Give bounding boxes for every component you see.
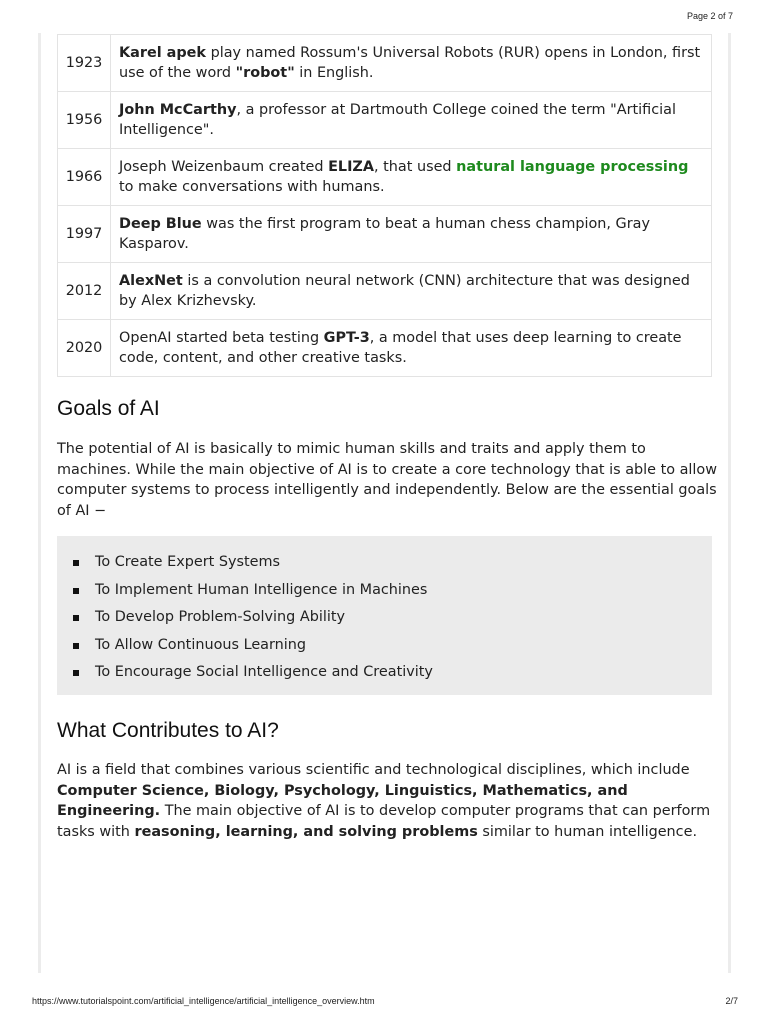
bold-term: Karel apek bbox=[119, 45, 207, 61]
bold-term: John McCarthy bbox=[119, 102, 237, 118]
text-run: is a convolution neural network (CNN) architecture that was designed by Alex Krizhevsky. bbox=[119, 273, 690, 309]
table-row bbox=[58, 149, 712, 206]
list-item: To Implement Human Intelligence in Machines bbox=[57, 577, 712, 605]
bold-term: Computer Science, Biology, Psychology, Linguistics, Mathematics, and Engineering. bbox=[57, 782, 628, 819]
text-run: Joseph Weizenbaum created bbox=[119, 159, 329, 175]
event-cell bbox=[111, 206, 712, 263]
year-cell: 1997 bbox=[58, 206, 111, 263]
ai-history-table bbox=[57, 34, 712, 377]
highlighted-term: natural language processing bbox=[456, 159, 689, 175]
list-item: To Develop Problem-Solving Ability bbox=[57, 604, 712, 632]
square-bullet-icon bbox=[73, 643, 79, 649]
list-item: To Encourage Social Intelligence and Creativity bbox=[57, 659, 712, 687]
square-bullet-icon bbox=[73, 615, 79, 621]
bold-term: ELIZA bbox=[328, 159, 374, 175]
event-cell bbox=[111, 35, 712, 92]
text-run: OpenAI started beta testing bbox=[119, 330, 324, 346]
year-cell: 2012 bbox=[58, 263, 111, 320]
text-run: similar to human intelligence. bbox=[477, 823, 698, 840]
table-row bbox=[58, 263, 712, 320]
bold-term: reasoning, learning, and solving problems bbox=[134, 823, 478, 840]
text-run: play named Rossum's Universal Robots (RUR) opens in London, first use of the word bbox=[119, 45, 701, 81]
goals-list bbox=[57, 536, 712, 687]
bold-term: "robot" bbox=[235, 65, 295, 81]
event-cell bbox=[111, 149, 712, 206]
text-run: , a model that uses deep learning to create code, content, and other creative tasks. bbox=[119, 330, 682, 366]
year-cell: 1966 bbox=[58, 149, 111, 206]
text-run: in English. bbox=[294, 65, 374, 81]
goals-intro-paragraph: The potential of AI is basically to mimic human skills and traits and apply them to machines. While the main objective of AI is to create a core technology that is able to allow computer systems to process intelligently and independently. Below are the essential goals of AI − bbox=[57, 441, 718, 519]
table-row bbox=[58, 320, 712, 377]
event-cell bbox=[111, 92, 712, 149]
text-run: AI is a field that combines various scientific and technological disciplines, which include bbox=[57, 762, 690, 778]
table-row bbox=[58, 206, 712, 263]
event-cell bbox=[111, 320, 712, 377]
goals-heading: Goals of AI bbox=[57, 397, 160, 420]
text-run: was the first program to beat a human chess champion, Gray Kasparov. bbox=[119, 216, 650, 252]
list-item: To Create Expert Systems bbox=[57, 549, 712, 577]
text-run: , that used bbox=[374, 159, 457, 175]
bold-term: Deep Blue bbox=[119, 216, 202, 232]
page-number-header: Page 2 of 7 bbox=[686, 11, 733, 21]
square-bullet-icon bbox=[73, 588, 79, 594]
year-cell: 1956 bbox=[58, 92, 111, 149]
text-run: to make conversations with humans. bbox=[119, 179, 385, 195]
bold-term: GPT-3 bbox=[323, 330, 370, 346]
table-row bbox=[58, 92, 712, 149]
contributes-heading: What Contributes to AI? bbox=[57, 719, 279, 742]
contributes-paragraph bbox=[57, 760, 717, 842]
square-bullet-icon bbox=[73, 670, 79, 676]
bold-term: AlexNet bbox=[119, 273, 183, 289]
square-bullet-icon bbox=[73, 560, 79, 566]
year-cell: 1923 bbox=[58, 35, 111, 92]
year-cell: 2020 bbox=[58, 320, 111, 377]
goals-list-box bbox=[57, 536, 712, 695]
table-row bbox=[58, 35, 712, 92]
text-run: The main objective of AI is to develop computer programs that can perform tasks with bbox=[57, 803, 711, 840]
list-item: To Allow Continuous Learning bbox=[57, 632, 712, 660]
footer-page-number: 2/7 bbox=[725, 996, 738, 1006]
event-cell bbox=[111, 263, 712, 320]
text-run: , a professor at Dartmouth College coined the term "Artificial Intelligence". bbox=[119, 102, 676, 138]
footer-url: https://www.tutorialspoint.com/artificial_intelligence/artificial_intelligence_overview.htm bbox=[32, 996, 375, 1006]
